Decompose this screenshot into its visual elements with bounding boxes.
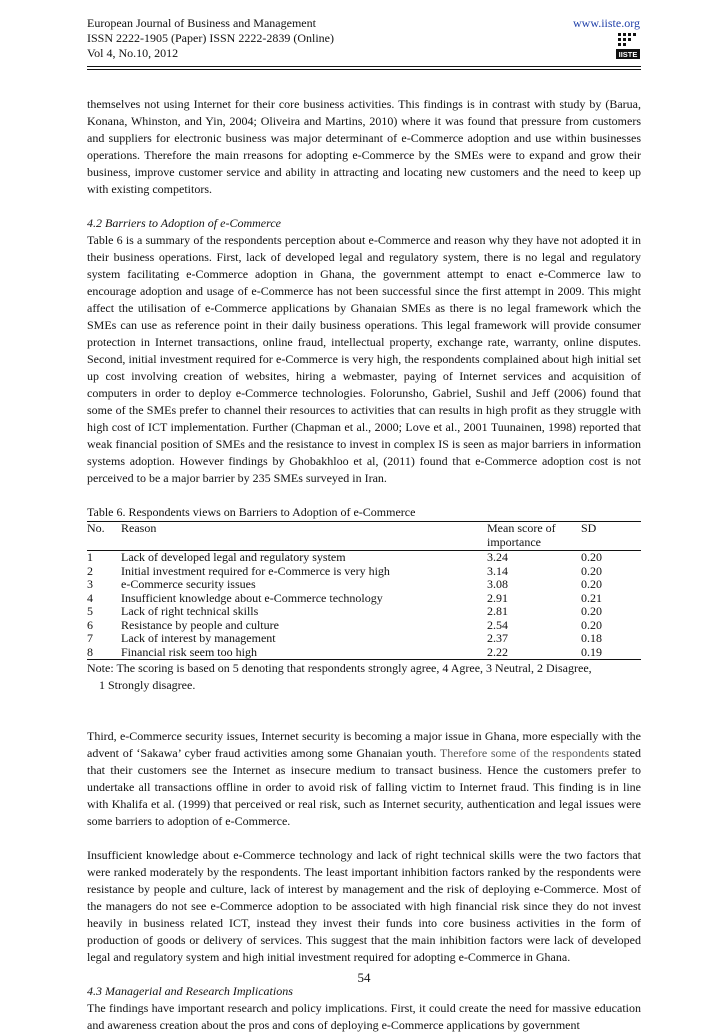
row-no: 2 [87,563,93,578]
paragraph-inhibition-factors: Insufficient knowledge about e-Commerce technology and lack of right technical skills were the two factors that were ranked moderately by the respondents. The least important inhibition factors ranked by the respondents were resistance by people and culture, lack of interest by management and the risk of deploying e-Commerce. Most of the managers do not see e-Commerce adoption to be associated with high financial risk since they do not invest heavily in business related ICT, instead they invest their funds into core business activities in the form of production of goods or delivery of services. This suggest that the main inhibition factors were lack of developed legal and regulatory system and high initial investment required for adopting e-Commerce in Ghana. [87,848,641,964]
paragraph-security-part3: stated that their customers see the Internet as insecure medium to transact business. Hence the customers prefer to undertake all transactions offline in order to avoid risk of falling victim to Internet fraud. This finding is in line with Khalifa et al. (1999) that perceived or real risk, such as Internet security, authentication and legal issues were some barriers to adoption of e-Commerce. [87,746,641,828]
header-mean-line1: Mean score of [487,521,556,535]
table-row [87,592,641,606]
journal-title: European Journal of Business and Management [87,16,316,30]
header-mean-score [487,522,581,536]
paragraph-barriers: Table 6 is a summary of the respondents perception about e-Commerce and reason why they have not adopted it in their business operations. First, lack of developed legal and regulatory system, there is no legal and regulatory system facilitating e-Commerce adoption in Ghana, the government attempt to enact e-Commerce law to encourage adoption and usage of e-Commerce has not been successful since the first attempt in 2009. This might affect the utilisation of e-Commerce applications by Ghanaian SMEs as there is no legal framework which the SMEs can use as reference point in their daily business operations. This legal framework will provide consumer protection in Internet transactions, online fraud, intellectual property, exchange rate, warranty, online disputes. Second, initial investment required for e-Commerce is very high, the respondents complained about high initial set up cost involving creation of websites, hiring a webmaster, paying of Internet services and acquisition of computers in order to deploy e-Commerce technologies. Folorunsho, Gabriel, Sushil and Jeff (2006) found that some of the SMEs prefer to channel their resources to activities that can results in high profit as they struggle with high cost of ICT implementation. Further (Chapman et al., 2000; Love et al., 2001 Tuunainen, 1998) reported that weak financial position of SMEs and the resistance to invest in complex IS is seen as major barriers in information systems adoption. However findings by Ghobakhloo et al, (2011) found that e-Commerce adoption cost is not perceived to be a major barrier by 235 SMEs surveyed in Iran. [87,233,641,485]
table-note-continued: 1 Strongly disagree. [99,678,196,692]
header-reason: Reason [121,522,487,536]
table-header-row [87,522,641,536]
row-sd: 0.19 [581,646,641,660]
row-reason: Insufficient knowledge about e-Commerce technology [121,590,383,605]
section-heading-4-3: 4.3 Managerial and Research Implications [87,984,293,998]
header-rule-top [87,66,641,67]
table-row [87,632,641,646]
row-reason: Resistance by people and culture [121,617,279,632]
row-mean: 3.14 [487,563,508,578]
row-no: 8 [87,646,121,660]
table-row [87,605,641,619]
journal-issn: ISSN 2222-1905 (Paper) ISSN 2222-2839 (Online) [87,31,334,45]
row-no: 3 [87,577,93,591]
section-heading-4-2: 4.2 Barriers to Adoption of e-Commerce [87,216,281,230]
table-row [87,565,641,579]
table-note: Note: The scoring is based on 5 denoting that respondents strongly agree, 4 Agree, 3 Neutral, 2 Disagree, [87,661,592,675]
row-sd: 0.20 [581,617,602,632]
row-sd: 0.20 [581,550,602,564]
row-no: 5 [87,604,93,618]
row-reason: e-Commerce security issues [121,577,256,591]
header-sd: SD [581,522,641,536]
row-mean: 3.24 [487,550,508,564]
paragraph-security-part1: Third, e-Commerce security issues, Internet security is becoming a major issue in Ghana, more especially with the advent of ‘Sakawa’ cyber fraud activities among some Ghanaian youth. [87,729,641,760]
row-reason: Lack of interest by management [121,631,276,645]
table-row [87,646,641,660]
row-sd: 0.21 [581,590,602,605]
row-reason: Financial risk seem too high [121,646,487,660]
main-content [87,96,641,1034]
logo-text: IISTE [618,50,638,59]
header-no: No. [87,522,121,536]
table-row [87,578,641,592]
row-mean: 3.08 [487,577,508,591]
row-no: 6 [87,617,93,632]
paragraph-security-part2: Therefore some of the respondents [439,746,610,760]
paragraph-security [87,728,641,830]
paragraph-implications: The findings have important research and policy implications. First, it could create the need for massive education and awareness creation about the pros and cons of deploying e-Commerce applications by government [87,1001,641,1032]
table-row [87,619,641,633]
header-rule-bottom [87,69,641,70]
iiste-logo-icon [616,32,640,60]
row-reason: Initial investment required for e-Commerce is very high [121,563,390,578]
paragraph-findings: themselves not using Internet for their core business activities. This findings is in contrast with study by (Barua, Konana, Whinston, and Yin, 2004; Oliveira and Martins, 2010) where it was found that pressure from customers and suppliers for electronic business was major determinant of e-Commerce adoption and use within businesses operations. Therefore the main rreasons for adopting e-Commerce by the SMEs were to expand and grow their business, improve customer service and ability in attracting and locating new customers and the need to keep up with existing competitors. [87,97,641,196]
respondents-barriers-table [87,521,641,660]
table-header-row-2 [87,536,641,551]
row-sd: 0.20 [581,577,602,591]
row-mean: 2.37 [487,631,508,645]
table-row [87,551,641,565]
row-mean: 2.91 [487,590,508,605]
row-mean: 2.22 [487,646,581,660]
journal-volume: Vol 4, No.10, 2012 [87,46,179,60]
row-no: 4 [87,590,93,605]
row-reason: Lack of developed legal and regulatory system [121,550,346,564]
row-sd: 0.20 [581,563,602,578]
row-sd: 0.20 [581,604,602,618]
row-sd: 0.18 [581,631,602,645]
page-number: 54 [357,970,371,985]
table-caption: Table 6. Respondents views on Barriers to Adoption of e-Commerce [87,505,416,519]
row-mean: 2.54 [487,617,508,632]
journal-url-link[interactable]: www.iiste.org [573,16,640,30]
header-mean-line2: importance [487,536,581,551]
row-mean: 2.81 [487,604,508,618]
row-no: 7 [87,631,93,645]
row-no: 1 [87,550,93,564]
row-reason: Lack of right technical skills [121,604,259,618]
